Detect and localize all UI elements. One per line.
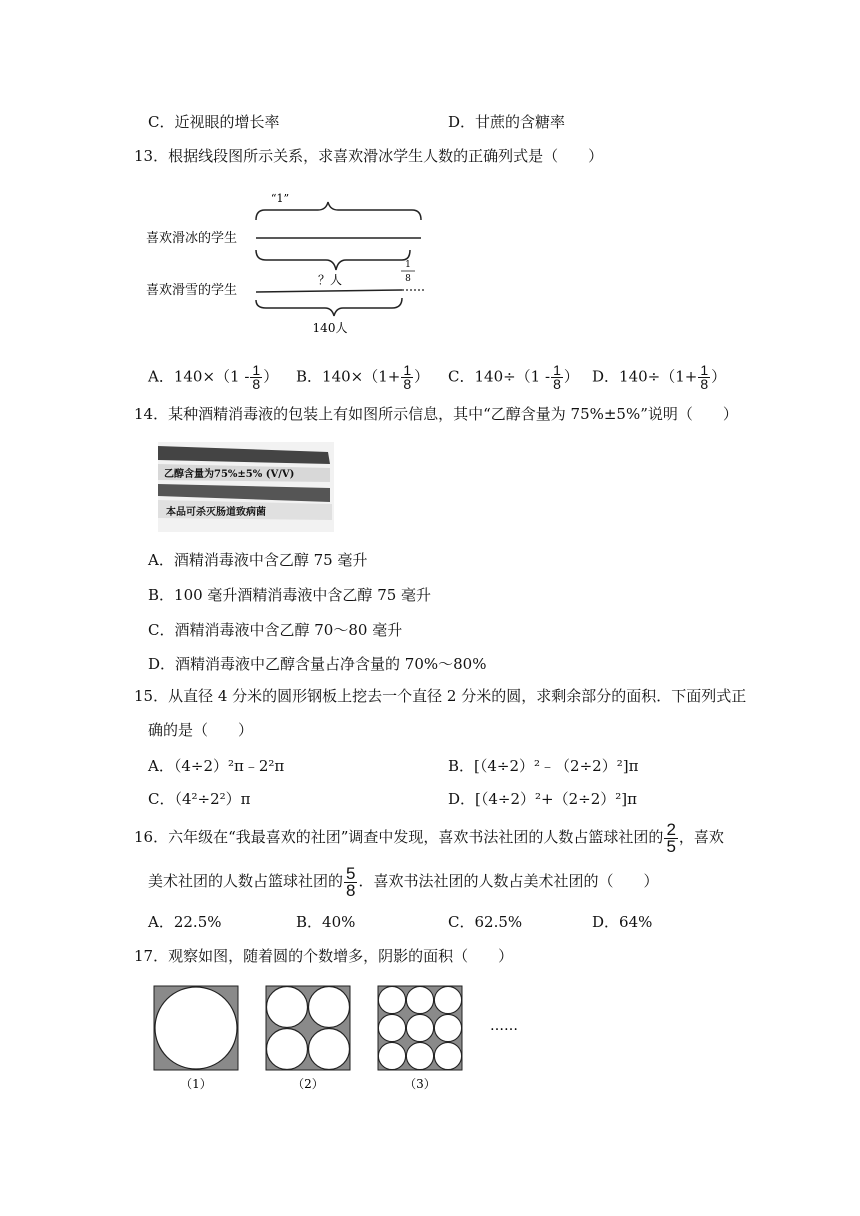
q15-option-a: A．（4÷2）²π﹣2²π xyxy=(148,757,285,775)
caption-1: （1） xyxy=(180,1077,212,1091)
label-skating-students: 喜欢滑冰的学生 xyxy=(146,231,238,246)
q15-stem-line2: 确的是（ ） xyxy=(148,721,254,739)
q14-option-b: B．100 毫升酒精消毒液中含乙醇 75 毫升 xyxy=(148,586,432,604)
option-a-text: A．140×（1 - xyxy=(148,367,250,386)
label-ethanol-content: 乙醇含量为75%±5% (V/V) xyxy=(164,469,295,480)
q13-option-d: D．140÷（1+ $\frac{1}{8}$ ） xyxy=(592,362,727,392)
q16-option-c: C．62.5% xyxy=(448,913,523,931)
label-140-people: 140人 xyxy=(312,321,348,335)
q16-option-a: A．22.5% xyxy=(148,913,222,931)
fraction-2-5: $\frac{2}{5}$ xyxy=(666,819,676,856)
fraction: $\frac{1}{8}$ xyxy=(553,362,561,392)
q15-option-d: D．[（4÷2）²+（2÷2）²]π xyxy=(448,790,637,808)
q13-option-a: A．140×（1 - $\frac{1}{8}$ ） xyxy=(148,362,279,392)
label-kill-bacteria: 本品可杀灭肠道致病菌 xyxy=(166,507,266,518)
fraction: $\frac{1}{8}$ xyxy=(403,362,412,392)
q14-option-c: C．酒精消毒液中含乙醇 70～80 毫升 xyxy=(148,621,403,639)
q16-option-d: D．64% xyxy=(592,913,653,931)
q16-stem-line2: 美术社团的人数占篮球社团的 $\frac{5}{8}$ ．喜欢书法社团的人数占美术社团的（ ） xyxy=(148,863,659,900)
frac-denominator: 8 xyxy=(405,274,411,284)
label-unknown-count: ？人 xyxy=(317,273,343,287)
q17-circle-figures xyxy=(148,980,528,1092)
continuation-dots: …… xyxy=(490,1018,518,1034)
q14-label-photo xyxy=(158,442,334,532)
q13-line-diagram xyxy=(140,180,440,340)
label-whole-one: “1” xyxy=(270,192,290,205)
q16-option-b: B．40% xyxy=(296,913,356,931)
q16-stem-line1: 16．六年级在“我最喜欢的社团”调查中发现，喜欢书法社团的人数占篮球社团的 $\frac{2}{5}$ ，喜欢 xyxy=(134,819,724,856)
option-b-text: B．140×（1+ xyxy=(296,367,401,386)
q12-option-d: D．甘蔗的含糖率 xyxy=(448,113,566,131)
label-skiing-students: 喜欢滑雪的学生 xyxy=(146,283,238,298)
caption-3: （3） xyxy=(404,1077,436,1091)
frac-numerator: 1 xyxy=(405,260,411,270)
fraction-5-8: $\frac{5}{8}$ xyxy=(346,863,356,900)
caption-2: （2） xyxy=(292,1077,324,1091)
fraction: $\frac{1}{8}$ xyxy=(252,362,261,392)
q15-option-b: B．[（4÷2）²﹣（2÷2）²]π xyxy=(448,757,639,775)
q14-option-d: D．酒精消毒液中乙醇含量占净含量的 70%～80% xyxy=(148,655,487,673)
option-d-text: D．140÷（1+ xyxy=(592,367,698,386)
fraction: $\frac{1}{8}$ xyxy=(700,362,709,392)
q12-option-c: C．近视眼的增长率 xyxy=(148,113,280,131)
q14-stem: 14．某种酒精消毒液的包装上有如图所示信息，其中“乙醇含量为 75%±5%”说明（ ） xyxy=(134,405,738,423)
q13-stem: 13．根据线段图所示关系，求喜欢滑冰学生人数的正确列式是（ ） xyxy=(134,147,604,165)
q13-option-b: B．140×（1+ $\frac{1}{8}$ ） xyxy=(296,362,430,392)
q14-option-a: A．酒精消毒液中含乙醇 75 毫升 xyxy=(148,551,368,569)
q17-stem: 17．观察如图，随着圆的个数增多，阴影的面积（ ） xyxy=(134,947,514,965)
q13-option-c: C．140÷（1 - $\frac{1}{8}$ ） xyxy=(448,362,579,392)
q15-option-c: C．（4²÷2²）π xyxy=(148,790,251,808)
q15-stem-line1: 15．从直径 4 分米的圆形钢板上挖去一个直径 2 分米的圆，求剩余部分的面积．下面列式正 xyxy=(134,687,747,705)
option-c-text: C．140÷（1 - xyxy=(448,367,551,386)
